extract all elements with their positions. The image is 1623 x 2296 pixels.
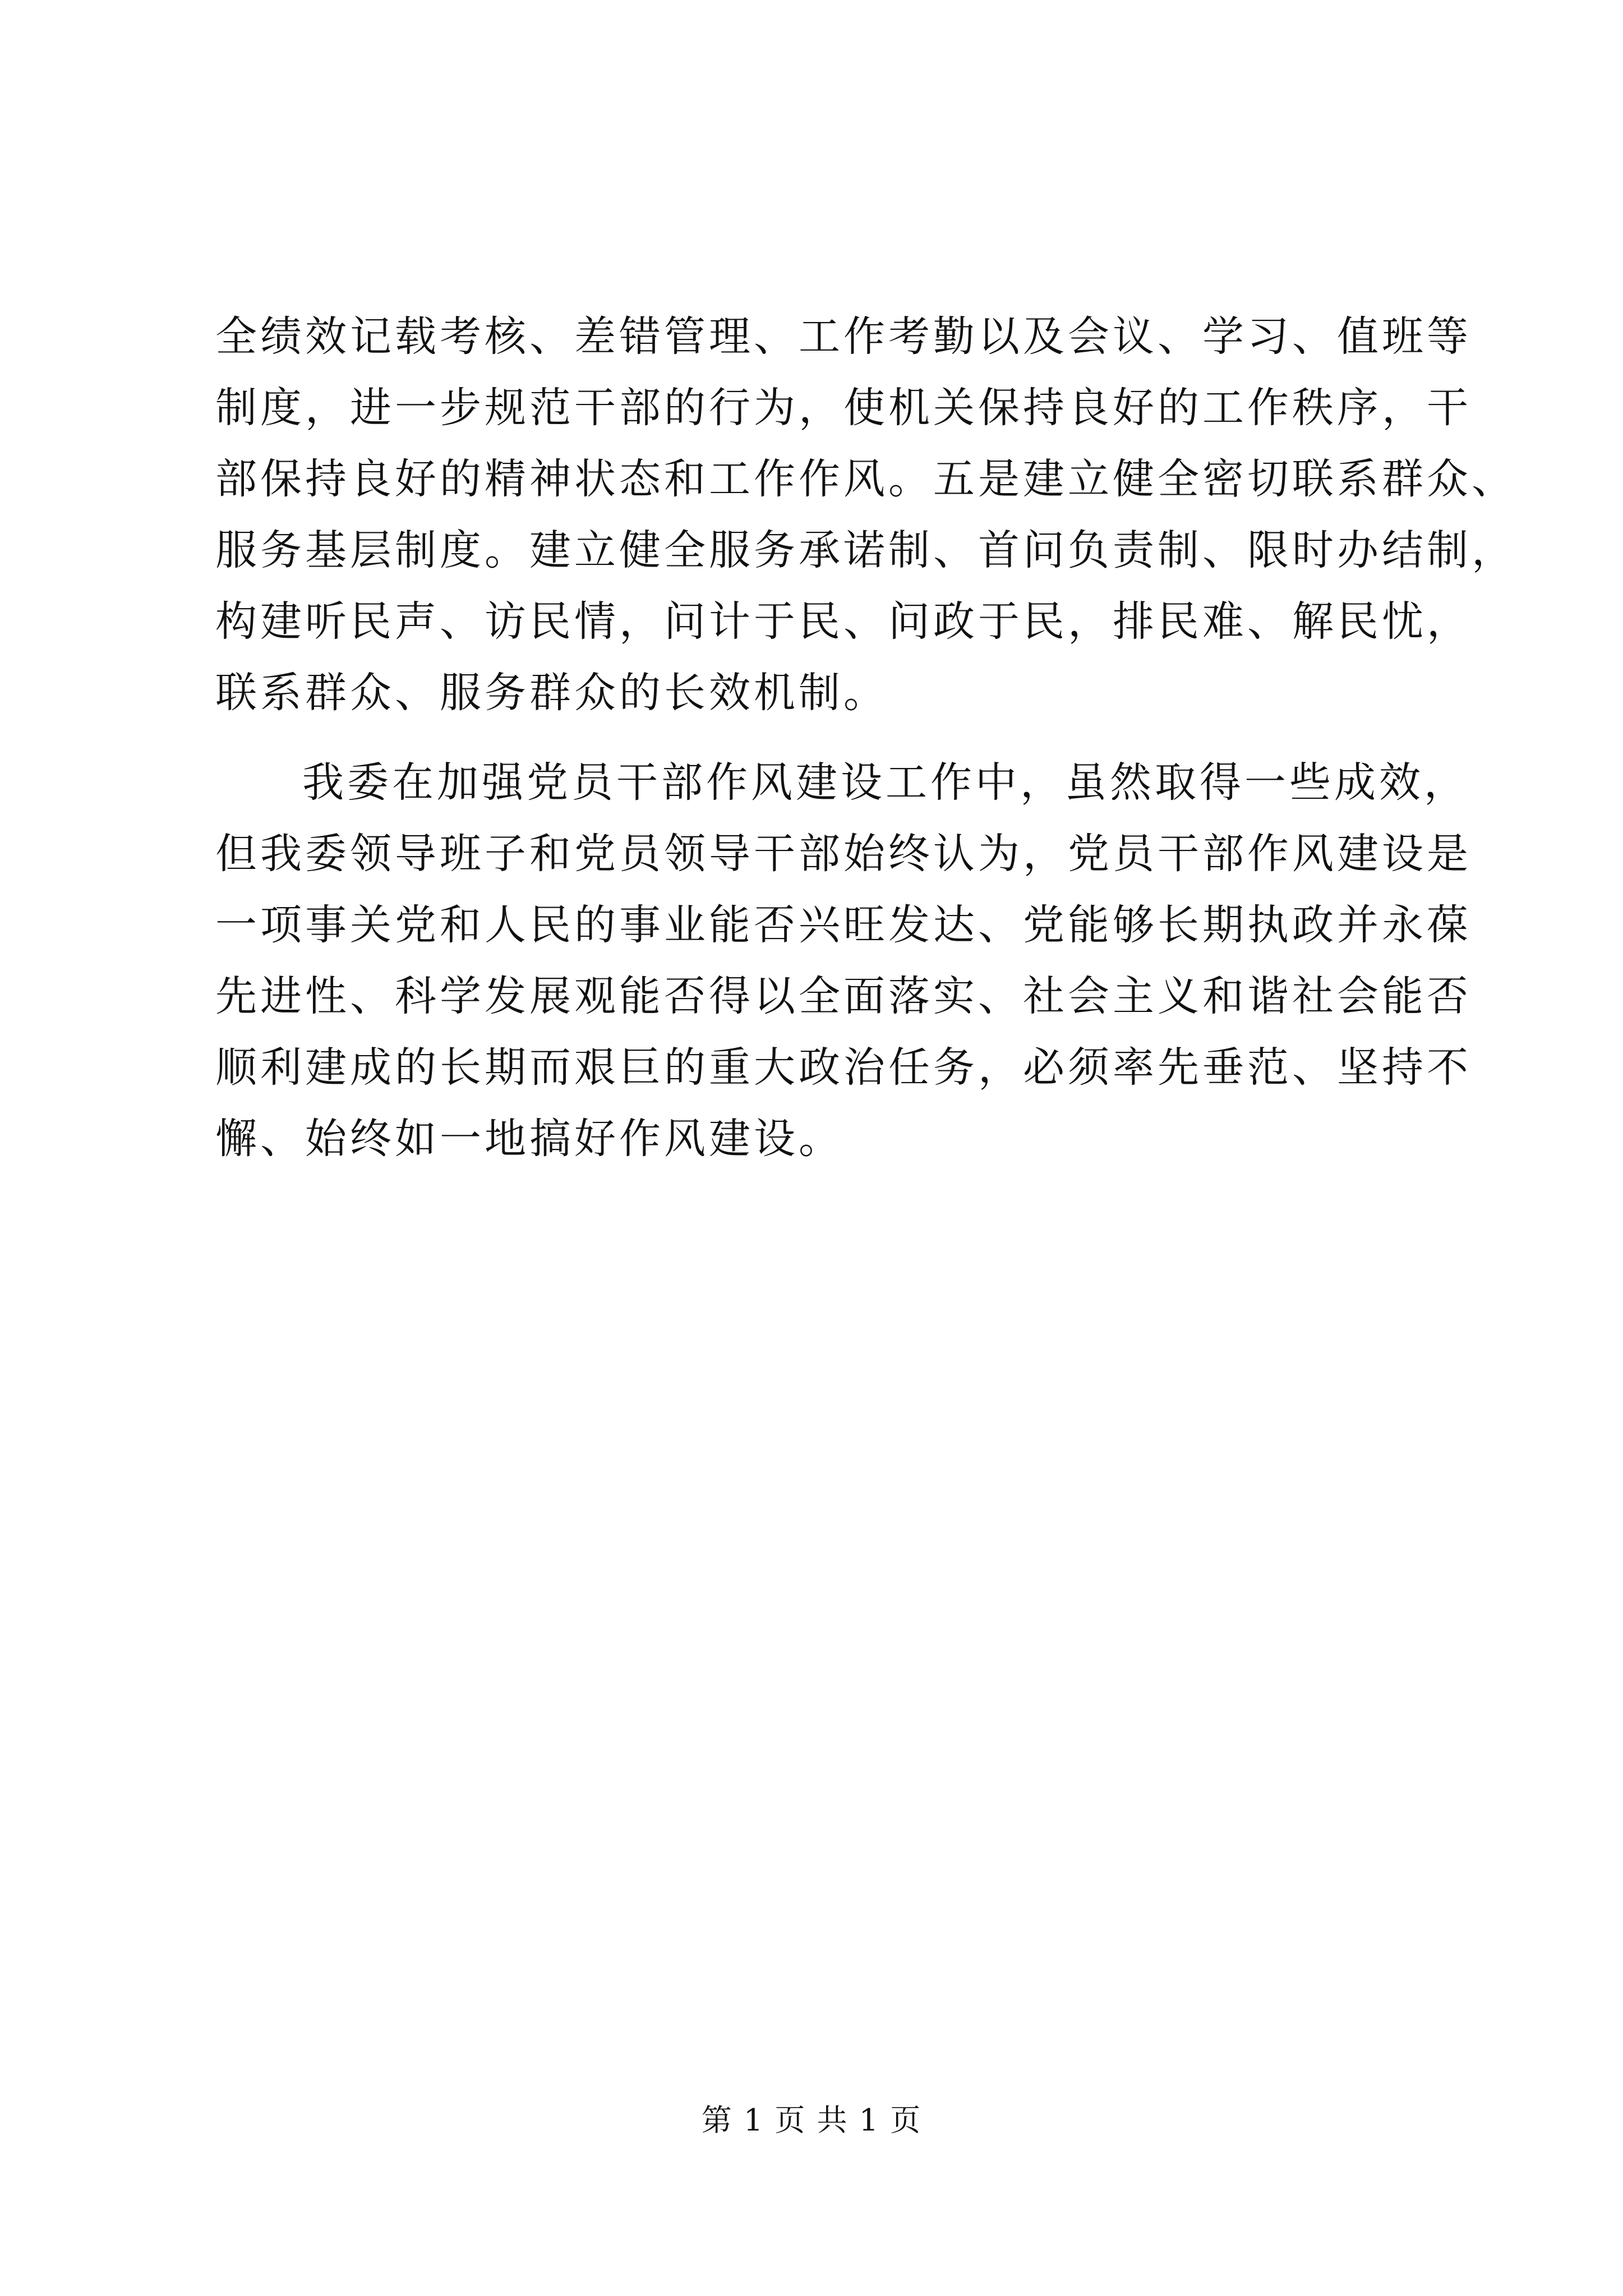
paragraph-2-line-5: 顺利建成的长期而艰巨的重大政治任务，必须率先垂范、坚持不 [215, 1043, 1472, 1092]
paragraph-1-line-4: 服务基层制度。建立健全服务承诺制、首问负责制、限时办结制， [215, 526, 1516, 574]
paragraph-1-line-3: 部保持良好的精神状态和工作作风。五是建立健全密切联系群众、 [215, 455, 1516, 503]
paragraph-2-line-1: 我委在加强党员干部作风建设工作中，虽然取得一些成效， [302, 758, 1469, 807]
paragraph-2-line-4: 先进性、科学发展观能否得以全面落实、社会主义和谐社会能否 [215, 972, 1472, 1020]
paragraph-1-line-1: 全绩效记载考核、差错管理、工作考勤以及会议、学习、值班等 [215, 312, 1472, 361]
paragraph-1-line-2: 制度，进一步规范干部的行为，使机关保持良好的工作秩序，干 [215, 384, 1472, 432]
paragraph-2-line-3: 一项事关党和人民的事业能否兴旺发达、党能够长期执政并永葆 [215, 901, 1472, 949]
paragraph-1-line-6: 联系群众、服务群众的长效机制。 [215, 669, 888, 717]
paragraph-2-line-6: 懈、始终如一地搞好作风建设。 [215, 1115, 843, 1163]
paragraph-2-line-2: 但我委领导班子和党员领导干部始终认为，党员干部作风建设是 [215, 830, 1472, 878]
page-footer: 第 1 页 共 1 页 [701, 2102, 922, 2138]
paragraph-1-line-5: 构建听民声、访民情，问计于民、问政于民，排民难、解民忧， [215, 597, 1472, 646]
